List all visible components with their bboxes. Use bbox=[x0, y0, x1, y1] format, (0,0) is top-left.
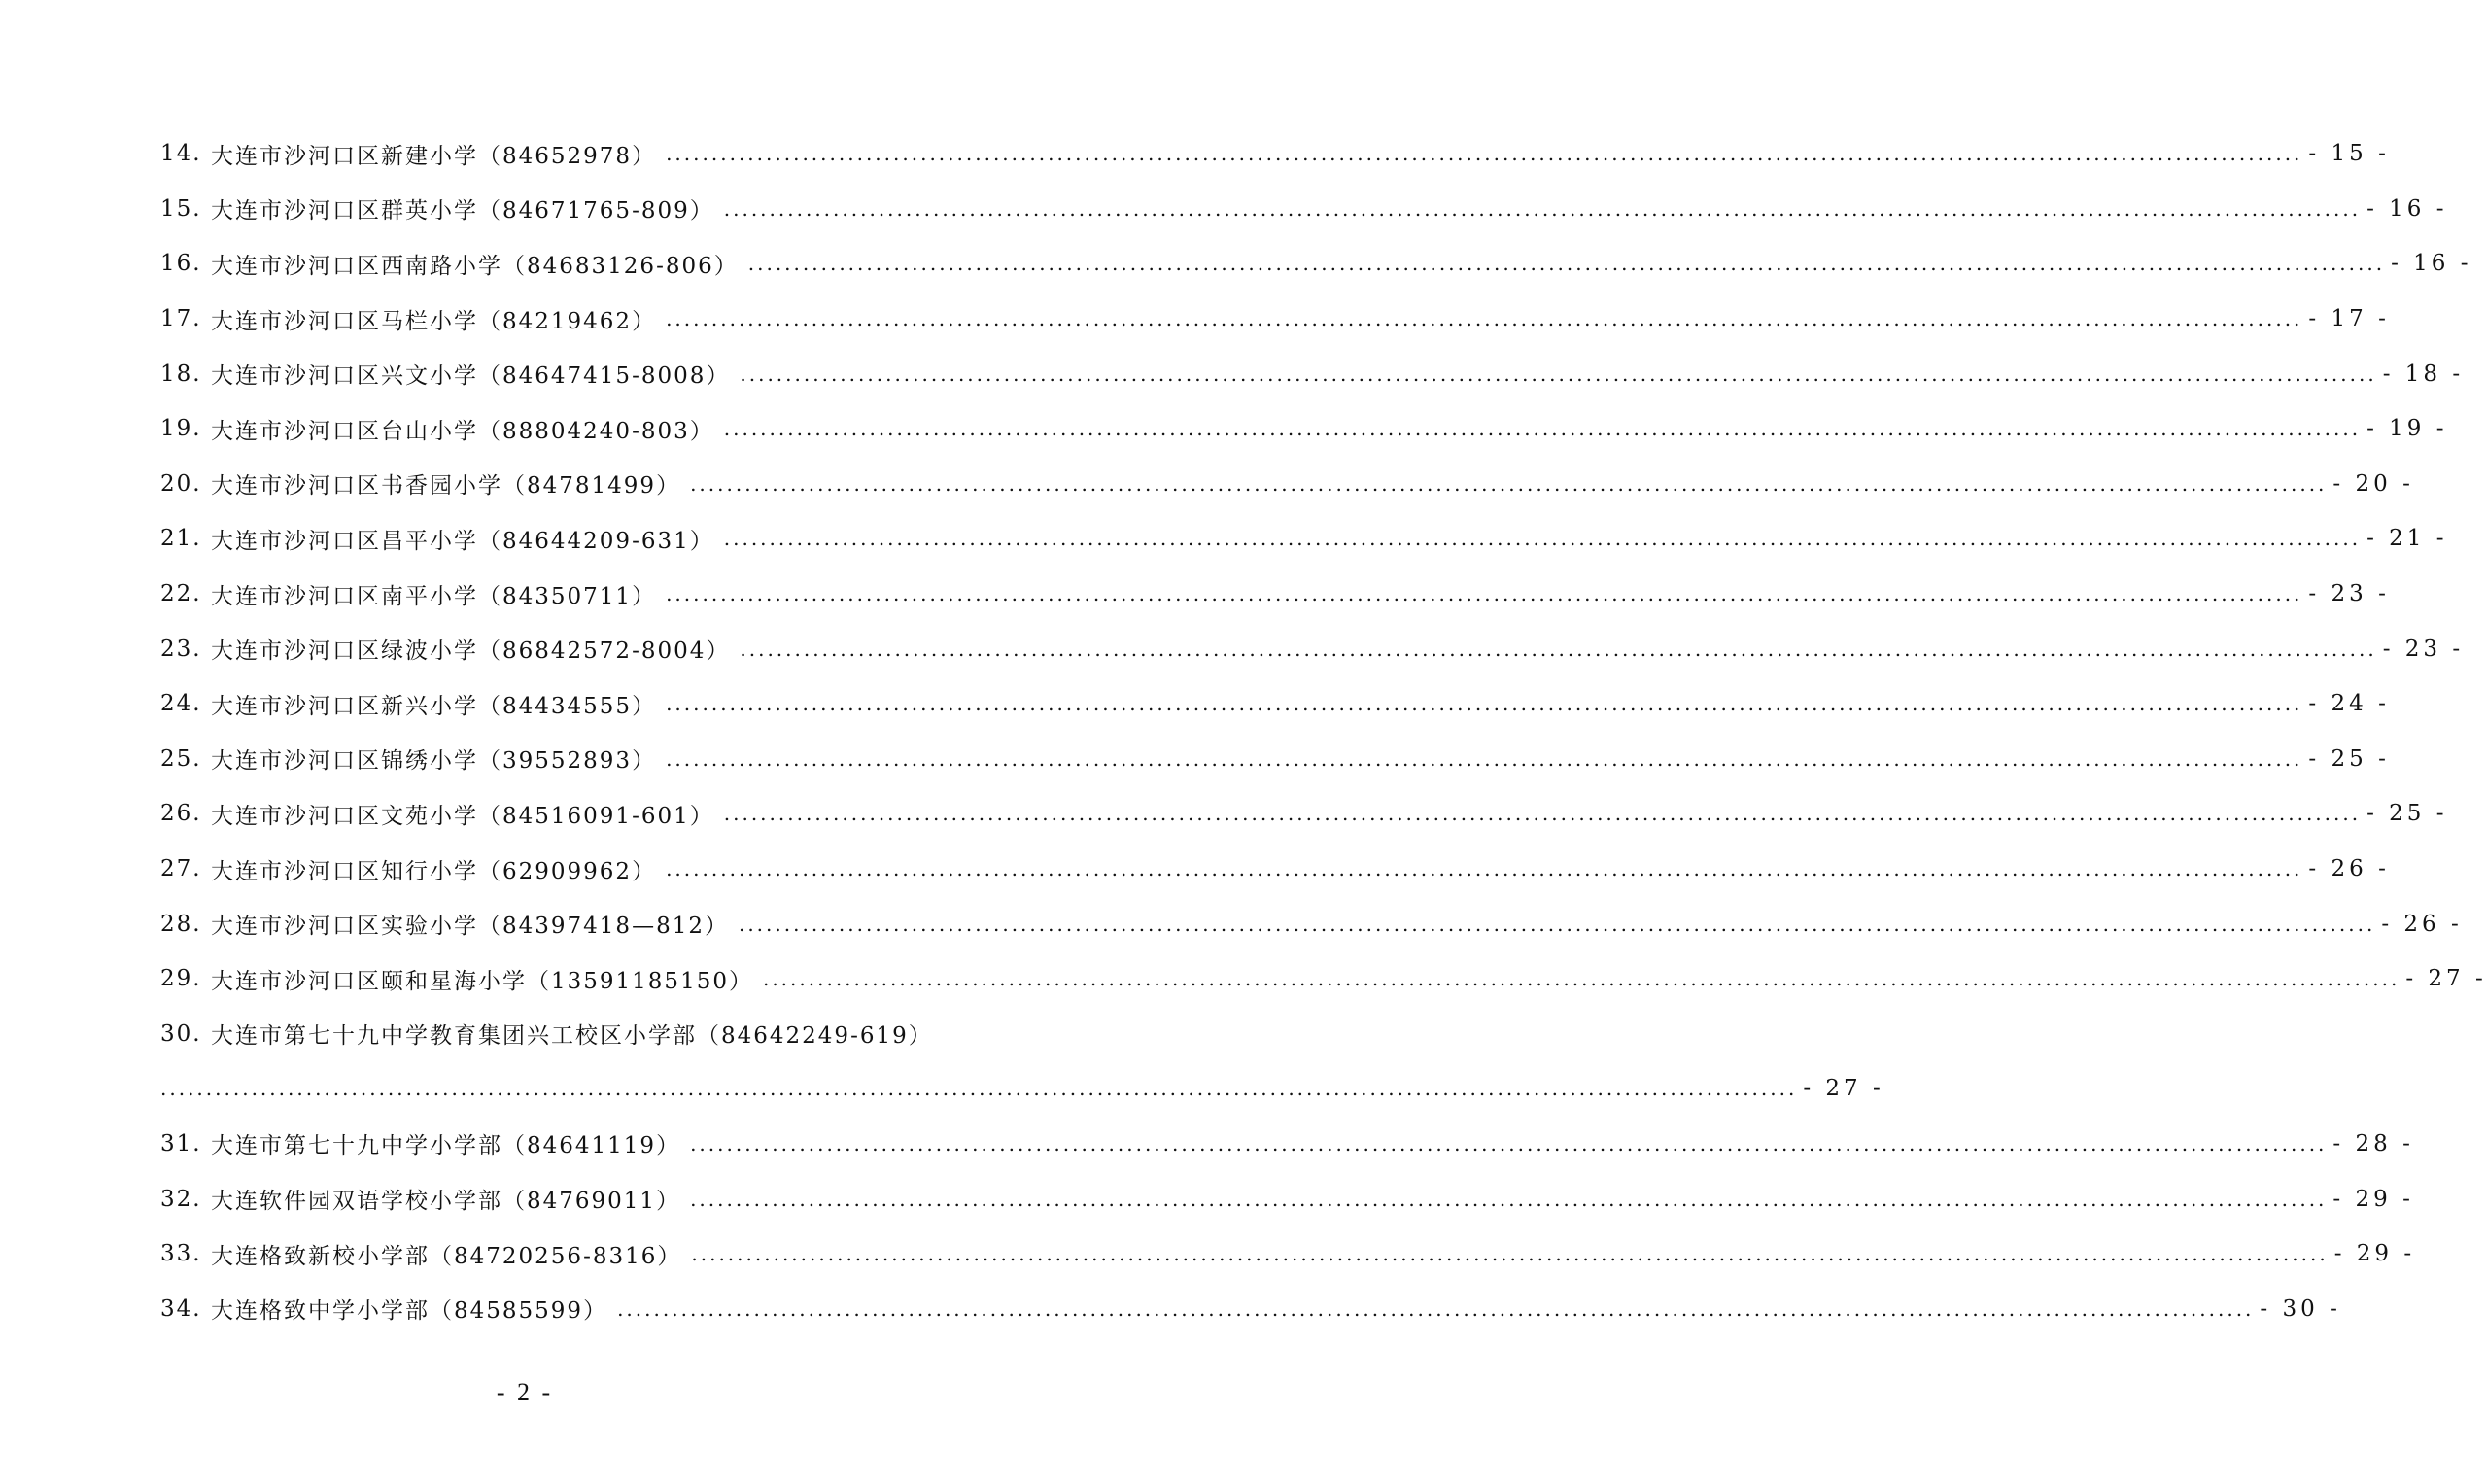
toc-leader-dots bbox=[690, 1188, 2327, 1211]
toc-entry-title: 大连市沙河口区西南路小学（84683126-806） bbox=[211, 253, 739, 279]
toc-entry-page: - 25 - bbox=[2308, 745, 2390, 772]
toc-entry-page: - 16 - bbox=[2366, 195, 2448, 222]
toc-entry-page: - 17 - bbox=[2308, 306, 2390, 332]
toc-entry-page: - 16 - bbox=[2391, 251, 2472, 277]
toc-entry[interactable] bbox=[160, 182, 2448, 237]
toc-entry-title: 大连市沙河口区群英小学（84671765-809） bbox=[211, 198, 714, 224]
toc-entry-number: 29. bbox=[160, 966, 202, 992]
toc-entry-page: - 19 - bbox=[2366, 416, 2448, 442]
toc-leader-dots bbox=[690, 472, 2327, 496]
toc-entry-page: - 18 - bbox=[2382, 361, 2465, 387]
toc-entry-title: 大连市沙河口区新兴小学（84434555） bbox=[211, 693, 657, 719]
toc-entry[interactable] bbox=[160, 1171, 2414, 1226]
toc-entry-title: 大连市沙河口区知行小学（62909962） bbox=[211, 858, 657, 884]
toc-leader-dots bbox=[739, 913, 2375, 936]
toc-entry-title: 大连格致新校小学部（84720256-8316） bbox=[211, 1243, 682, 1269]
toc-entry-title: 大连市沙河口区昌平小学（84644209-631） bbox=[211, 528, 714, 554]
toc-leader-dots bbox=[690, 1132, 2327, 1156]
toc-entry-title: 大连市沙河口区书香园小学（84781499） bbox=[211, 473, 681, 500]
toc-entry-title: 大连市沙河口区新建小学（84652978） bbox=[211, 143, 657, 169]
toc-entry-number: 17. bbox=[160, 306, 202, 332]
toc-entry-page: - 20 - bbox=[2332, 470, 2414, 497]
toc-leader-dots bbox=[666, 307, 2302, 330]
toc-entry-page: - 26 - bbox=[2381, 911, 2463, 937]
toc-entry-number: 30. bbox=[160, 1020, 202, 1047]
toc-leader-dots bbox=[617, 1297, 2254, 1321]
toc-entry-page: - 29 - bbox=[2333, 1241, 2416, 1267]
toc-leader-dots bbox=[740, 638, 2376, 661]
toc-entry[interactable] bbox=[160, 896, 2463, 951]
toc-entry-title: 大连市沙河口区南平小学（84350711） bbox=[211, 583, 657, 609]
toc-entry[interactable] bbox=[160, 951, 2487, 1007]
toc-entry-title: 大连市沙河口区绿波小学（86842572-8004） bbox=[211, 638, 731, 665]
toc-entry-page: - 15 - bbox=[2308, 141, 2390, 167]
toc-entry-title: 大连市第七十九中学教育集团兴工校区小学部（84642249-619） bbox=[211, 1023, 933, 1050]
toc-entry-title: 大连市沙河口区兴文小学（84647415-8008） bbox=[211, 363, 731, 390]
toc-entry-number: 27. bbox=[160, 856, 202, 882]
toc-entry-number: 15. bbox=[160, 195, 202, 222]
toc-entry[interactable] bbox=[160, 457, 2414, 512]
toc-entry[interactable] bbox=[160, 842, 2390, 897]
toc-entry-number: 22. bbox=[160, 581, 202, 607]
toc-entry-title: 大连市沙河口区实验小学（84397418—812） bbox=[211, 914, 729, 940]
toc-entry-number: 28. bbox=[160, 911, 202, 937]
toc-leader-dots bbox=[724, 417, 2361, 440]
toc-entry-page: - 24 - bbox=[2308, 691, 2390, 717]
toc-leader-dots bbox=[740, 362, 2376, 386]
toc-entry-number: 32. bbox=[160, 1186, 202, 1212]
toc-entry[interactable] bbox=[160, 621, 2465, 676]
toc-entry-number: 34. bbox=[160, 1295, 202, 1322]
toc-entry-page: - 23 - bbox=[2382, 636, 2465, 662]
toc-entry[interactable] bbox=[160, 126, 2390, 182]
table-of-contents bbox=[160, 126, 2487, 1336]
toc-entry-number: 24. bbox=[160, 691, 202, 717]
toc-entry-30-continuation[interactable] bbox=[160, 1061, 1884, 1117]
toc-entry-title: 大连市沙河口区马栏小学（84219462） bbox=[211, 308, 657, 334]
toc-entry-page: - 30 - bbox=[2260, 1295, 2341, 1322]
toc-entry-page: - 29 - bbox=[2332, 1186, 2414, 1212]
toc-entry[interactable] bbox=[160, 1117, 2414, 1172]
toc-entry-title: 大连市沙河口区文苑小学（84516091-601） bbox=[211, 803, 714, 829]
toc-leader-dots bbox=[763, 967, 2400, 990]
page-number: - 2 - bbox=[496, 1378, 554, 1406]
toc-entry-number: 23. bbox=[160, 636, 202, 662]
toc-leader-dots bbox=[691, 1242, 2328, 1265]
toc-entry[interactable] bbox=[160, 1281, 2341, 1336]
toc-leader-dots bbox=[666, 142, 2302, 165]
toc-entry[interactable] bbox=[160, 1226, 2416, 1282]
toc-entry[interactable] bbox=[160, 567, 2390, 622]
toc-entry-number: 26. bbox=[160, 801, 202, 827]
toc-entry-number: 16. bbox=[160, 251, 202, 277]
toc-entry-title: 大连格致中学小学部（84585599） bbox=[211, 1298, 608, 1325]
toc-entry-number: 19. bbox=[160, 416, 202, 442]
toc-entry-page: - 26 - bbox=[2308, 856, 2390, 882]
toc-leader-dots bbox=[748, 252, 2385, 275]
toc-entry-title: 大连软件园双语学校小学部（84769011） bbox=[211, 1189, 681, 1215]
toc-entry-title: 大连市沙河口区锦绣小学（39552893） bbox=[211, 748, 657, 775]
toc-entry-page: - 28 - bbox=[2332, 1130, 2414, 1156]
toc-entry[interactable] bbox=[160, 511, 2448, 567]
toc-entry[interactable] bbox=[160, 346, 2465, 401]
toc-entry-page: - 25 - bbox=[2366, 801, 2448, 827]
toc-entry-number: 14. bbox=[160, 141, 202, 167]
toc-entry-number: 33. bbox=[160, 1241, 202, 1267]
toc-leader-dots bbox=[666, 582, 2302, 605]
toc-entry-number: 18. bbox=[160, 361, 202, 387]
toc-entry-title: 大连市沙河口区颐和星海小学（13591185150） bbox=[211, 968, 753, 994]
toc-entry[interactable] bbox=[160, 401, 2448, 457]
toc-entry[interactable] bbox=[160, 292, 2390, 347]
toc-leader-dots bbox=[724, 802, 2361, 825]
toc-entry[interactable] bbox=[160, 786, 2448, 842]
toc-entry-page: - 27 - bbox=[1803, 1076, 1884, 1102]
toc-entry[interactable] bbox=[160, 732, 2390, 787]
toc-entry-30[interactable] bbox=[160, 1007, 933, 1062]
toc-entry-title: 大连市第七十九中学小学部（84641119） bbox=[211, 1133, 681, 1159]
toc-entry-number: 25. bbox=[160, 745, 202, 772]
toc-leader-dots bbox=[724, 197, 2361, 221]
toc-entry-page: - 23 - bbox=[2308, 581, 2390, 607]
toc-entry[interactable] bbox=[160, 236, 2472, 292]
toc-entry-page: - 21 - bbox=[2366, 526, 2448, 552]
toc-entry-number: 20. bbox=[160, 470, 202, 497]
toc-leader-dots bbox=[724, 527, 2361, 550]
toc-entry-number: 31. bbox=[160, 1130, 202, 1156]
toc-leader-dots bbox=[666, 747, 2302, 771]
toc-leader-dots bbox=[666, 692, 2302, 715]
toc-entry-number: 21. bbox=[160, 526, 202, 552]
toc-leader-dots bbox=[160, 1077, 1797, 1100]
toc-entry-title: 大连市沙河口区台山小学（88804240-803） bbox=[211, 418, 714, 444]
toc-entry[interactable] bbox=[160, 676, 2390, 732]
toc-leader-dots bbox=[666, 857, 2302, 880]
toc-entry-page: - 27 - bbox=[2405, 966, 2487, 992]
